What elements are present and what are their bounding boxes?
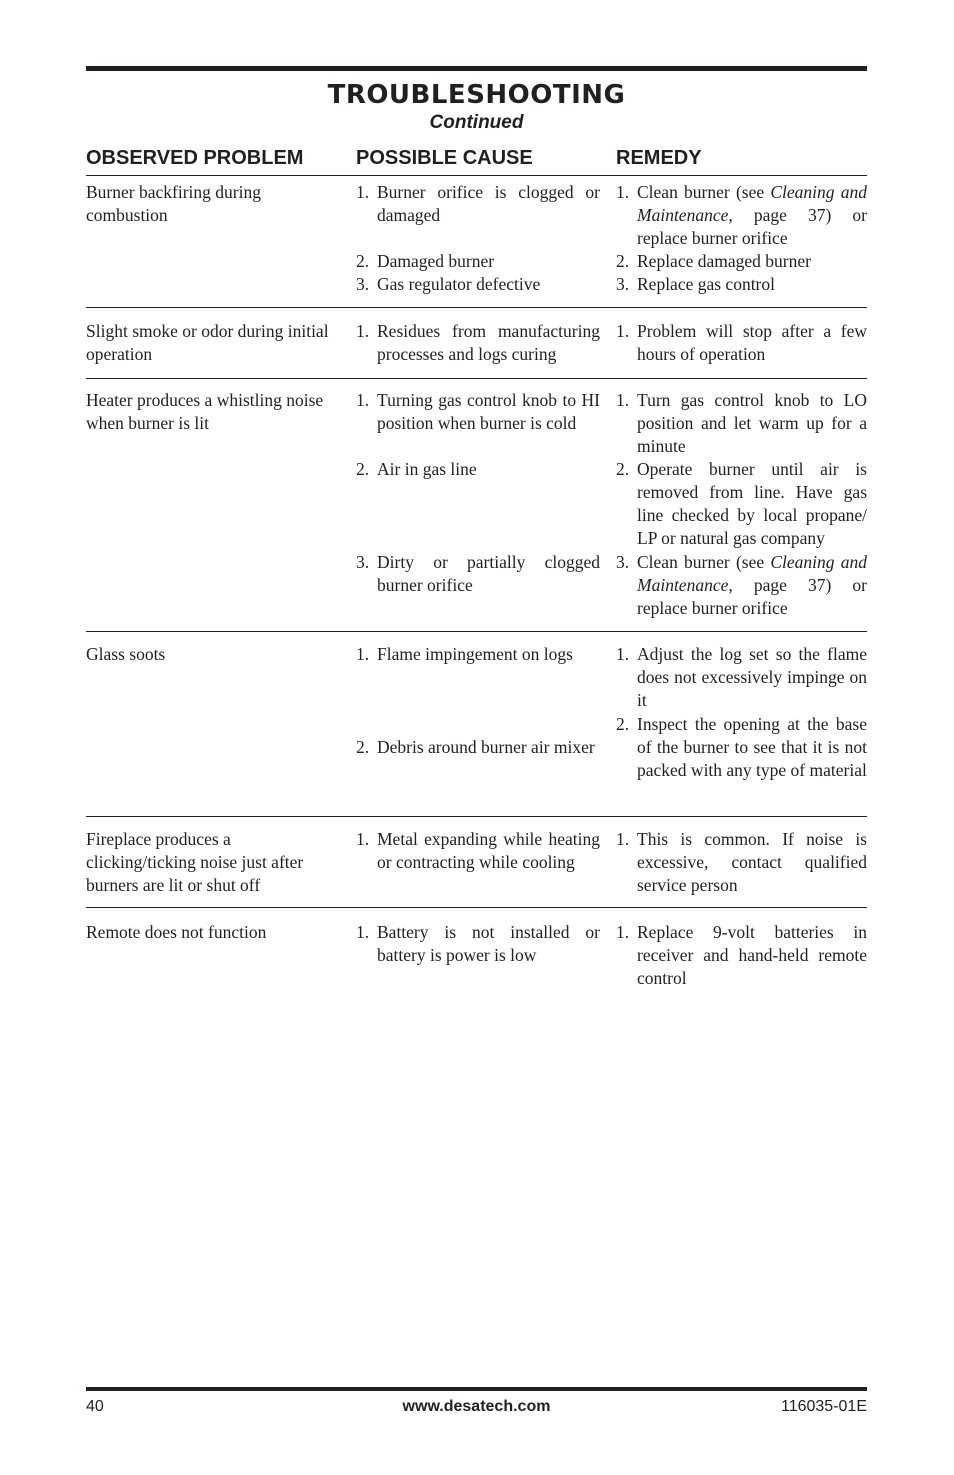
item-number: 1. [356,390,370,410]
row-divider [86,307,867,308]
problem-text: Remote does not function [86,922,267,942]
cause-text: Residues from manufacturing processes and logs curing [377,321,600,365]
item-number: 1. [356,829,370,849]
item-number: 2. [356,251,370,271]
item-number: 1. [356,182,370,202]
item-number: 1. [616,182,630,202]
item-number: 2. [616,714,630,734]
problem-text: Glass soots [86,644,166,664]
remedy-text: Clean burner (see Cleaning and Maintenance, page 37) or replace burner orifice [637,552,867,619]
problem-text: Slight smoke or odor during initial operation [86,321,329,365]
problem-text: Burner backfiring during combustion [86,182,261,226]
remedy-text: Inspect the opening at the base of the burner to see that it is not packed with any type of material [637,714,867,781]
remedy-text: Clean burner (see Cleaning and Maintenance, page 37) or replace burner orifice [637,182,867,249]
item-number: 1. [356,644,370,664]
cause-text: Debris around burner air mixer [377,737,595,757]
cause-text: Battery is not installed or battery is power is low [377,922,600,966]
footer-rule [86,1387,867,1391]
remedy-text: Problem will stop after a few hours of operation [637,321,867,365]
cause-text: Flame impingement on logs [377,644,573,664]
item-number: 2. [356,737,370,757]
cause-text: Air in gas line [377,459,477,479]
remedy-text: Adjust the log set so the flame does not excessively impinge on it [637,644,867,711]
item-number: 1. [616,829,630,849]
problem-text: Fireplace produces a clicking/ticking noise just after burners are lit or shut off [86,829,304,896]
remedy-text: Turn gas control knob to LO position and let warm up for a minute [637,390,867,457]
column-header-remedy: REMEDY [616,147,702,169]
row-divider [86,907,867,908]
remedy-text: Replace gas control [637,274,776,294]
cause-text: Metal expanding while heating or contracting while cooling [377,829,600,873]
remedy-text: Operate burner until air is removed from line. Have gas line checked by local propane/ LP or natural gas company [637,459,867,549]
item-number: 3. [356,274,370,294]
cause-text: Gas regulator defective [377,274,541,294]
website-link[interactable]: www.desatech.com [402,1398,551,1415]
item-number: 2. [616,459,630,479]
item-number: 3. [356,552,370,572]
page-number: 40 [86,1398,104,1415]
item-number: 2. [616,251,630,271]
item-number: 1. [616,644,630,664]
top-rule [86,66,867,71]
cause-text: Dirty or partially clogged burner orifice [377,552,600,596]
column-header-cause: POSSIBLE CAUSE [356,147,533,169]
column-header-problem: OBSERVED PROBLEM [86,147,304,169]
document-number: 116035-01E [781,1398,867,1415]
item-number: 1. [356,922,370,942]
item-number: 1. [616,922,630,942]
problem-text: Heater produces a whistling noise when burner is lit [86,390,324,434]
remedy-text: Replace damaged burner [637,251,811,271]
cause-text: Turning gas control knob to HI position when burner is cold [377,390,600,434]
remedy-text: Replace 9-volt batteries in receiver and hand-held remote control [637,922,867,989]
item-number: 1. [356,321,370,341]
page-title: TROUBLESHOOTING [327,80,626,110]
row-divider [86,378,867,379]
cause-text: Damaged burner [377,251,495,271]
remedy-text: This is common. If noise is excessive, contact qualified service person [637,829,867,896]
page-subtitle: Continued [429,112,524,133]
row-divider [86,631,867,632]
item-number: 1. [616,390,630,410]
item-number: 3. [616,552,630,572]
cause-text: Burner orifice is clogged or damaged [377,182,600,226]
item-number: 3. [616,274,630,294]
item-number: 2. [356,459,370,479]
item-number: 1. [616,321,630,341]
header-rule [86,175,867,176]
row-divider [86,816,867,817]
